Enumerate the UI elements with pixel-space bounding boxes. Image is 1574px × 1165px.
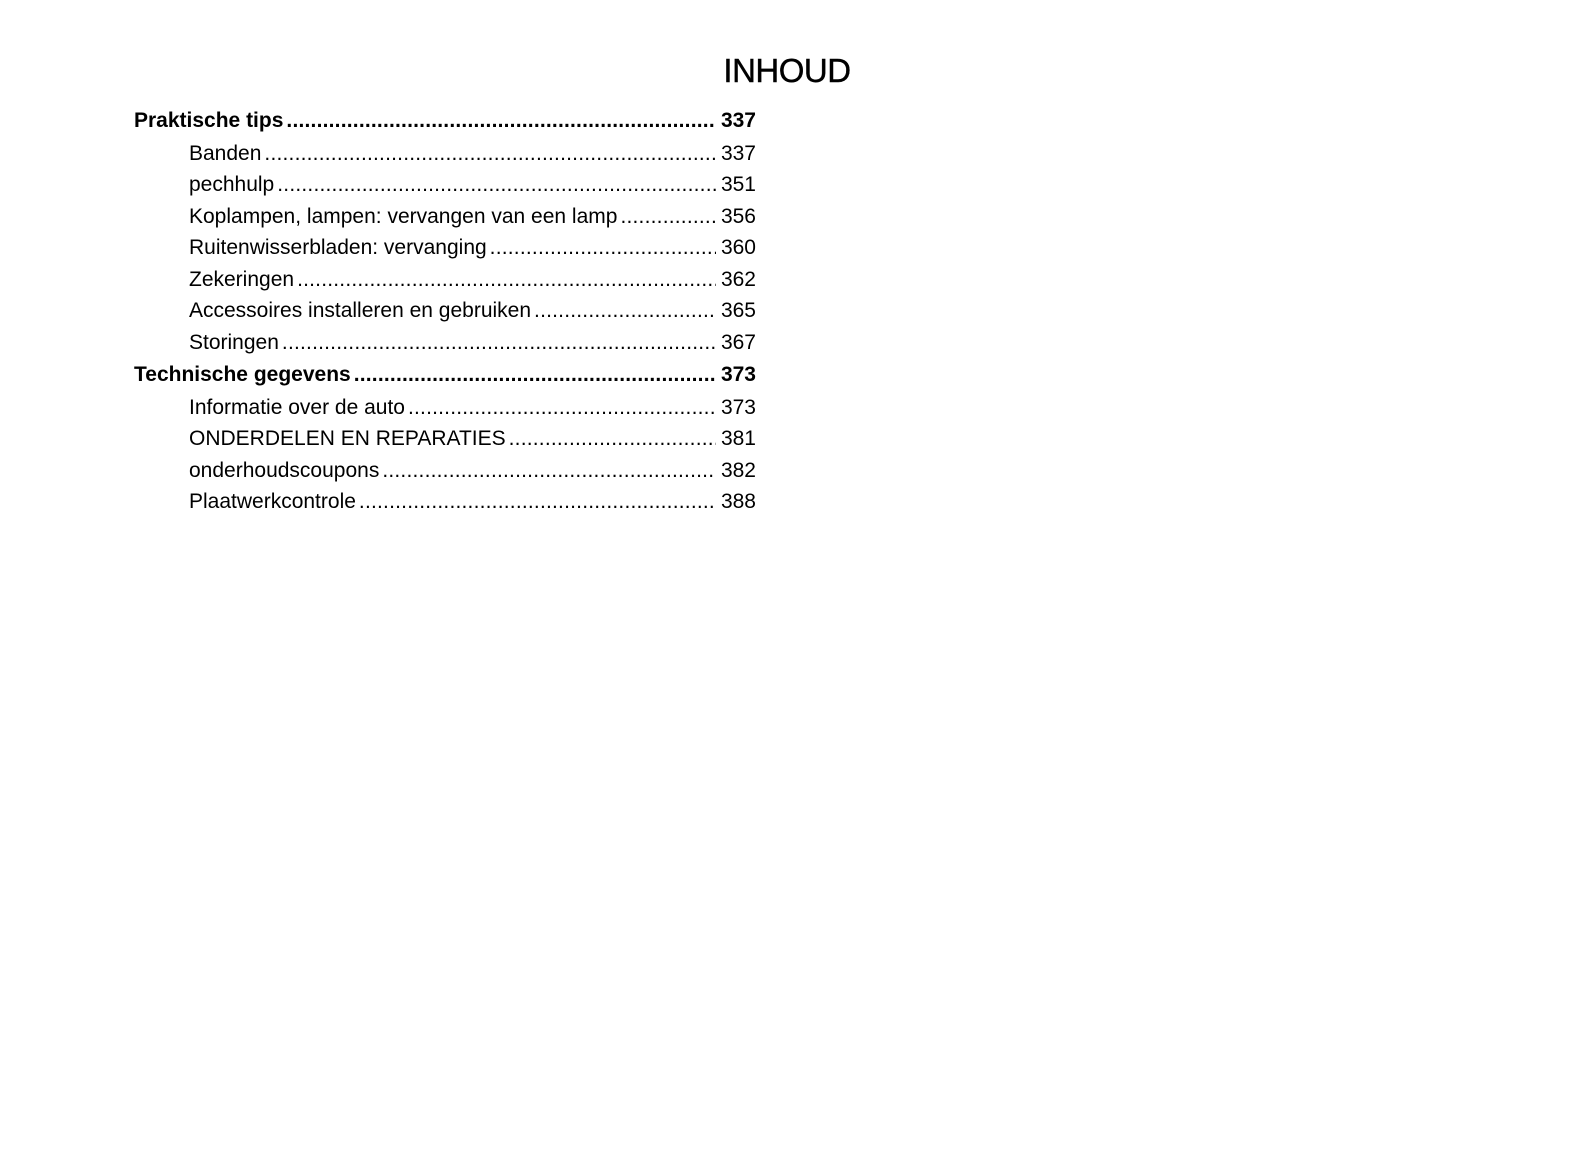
toc-entry-onderhoudscoupons[interactable] xyxy=(134,455,756,487)
toc-entry-ruitenwisserbladen[interactable] xyxy=(134,232,756,264)
toc-page-number: 381 xyxy=(720,427,756,450)
toc-page-number: 360 xyxy=(720,236,756,259)
toc-page-number: 373 xyxy=(720,363,756,386)
dot-leader xyxy=(286,104,716,138)
toc-entry-plaatwerkcontrole[interactable] xyxy=(134,486,756,518)
toc-entry-informatie-over-de-auto[interactable] xyxy=(134,392,756,424)
toc-page-number: 351 xyxy=(720,173,756,196)
toc-entry-label: Ruitenwisserbladen: vervanging xyxy=(189,236,487,259)
dot-leader xyxy=(264,138,716,170)
toc-entry-label: ONDERDELEN EN REPARATIES xyxy=(189,427,506,450)
page-title: INHOUD xyxy=(723,52,851,90)
toc-page-number: 362 xyxy=(720,267,756,291)
toc-page-number: 337 xyxy=(720,109,756,132)
toc-entry-label: Storingen xyxy=(189,330,279,354)
dot-leader xyxy=(354,358,716,392)
toc-entry-storingen[interactable] xyxy=(134,327,756,359)
toc-entry-pechhulp[interactable] xyxy=(134,169,756,201)
toc-section-label: Technische gegevens xyxy=(134,363,351,386)
toc-section-label: Praktische tips xyxy=(134,109,284,132)
dot-leader xyxy=(490,232,716,264)
dot-leader xyxy=(620,201,716,233)
dot-leader xyxy=(408,392,716,424)
dot-leader xyxy=(509,423,716,455)
table-of-contents xyxy=(134,104,756,518)
dot-leader xyxy=(534,295,716,327)
toc-entry-onderdelen-en-reparaties[interactable] xyxy=(134,423,756,455)
dot-leader xyxy=(359,486,716,518)
toc-page-number: 365 xyxy=(720,299,756,322)
toc-entry-label: Koplampen, lampen: vervangen van een lamp xyxy=(189,204,618,228)
dot-leader xyxy=(277,169,716,201)
toc-page-number: 388 xyxy=(720,490,756,513)
toc-entry-zekeringen[interactable] xyxy=(134,264,756,296)
toc-entry-accessoires[interactable] xyxy=(134,295,756,327)
toc-entry-label: Plaatwerkcontrole xyxy=(189,490,356,513)
toc-entry-label: Zekeringen xyxy=(189,267,295,291)
toc-page-number: 367 xyxy=(720,330,756,354)
dot-leader xyxy=(382,455,716,487)
toc-entry-label: Banden xyxy=(189,141,262,165)
toc-page-number: 382 xyxy=(720,458,756,482)
dot-leader xyxy=(297,264,716,296)
toc-entry-label: pechhulp xyxy=(189,173,275,196)
toc-entry-label: Accessoires installeren en gebruiken xyxy=(189,299,532,322)
dot-leader xyxy=(282,327,716,359)
toc-entry-banden[interactable] xyxy=(134,138,756,170)
toc-entry-label: onderhoudscoupons xyxy=(189,458,380,482)
toc-page-number: 356 xyxy=(720,204,756,228)
toc-section-praktische-tips[interactable] xyxy=(134,104,756,138)
toc-entry-label: Informatie over de auto xyxy=(189,395,405,419)
toc-entry-koplampen[interactable] xyxy=(134,201,756,233)
toc-section-technische-gegevens[interactable] xyxy=(134,358,756,392)
toc-page-number: 337 xyxy=(720,141,756,165)
toc-page-number: 373 xyxy=(720,395,756,419)
